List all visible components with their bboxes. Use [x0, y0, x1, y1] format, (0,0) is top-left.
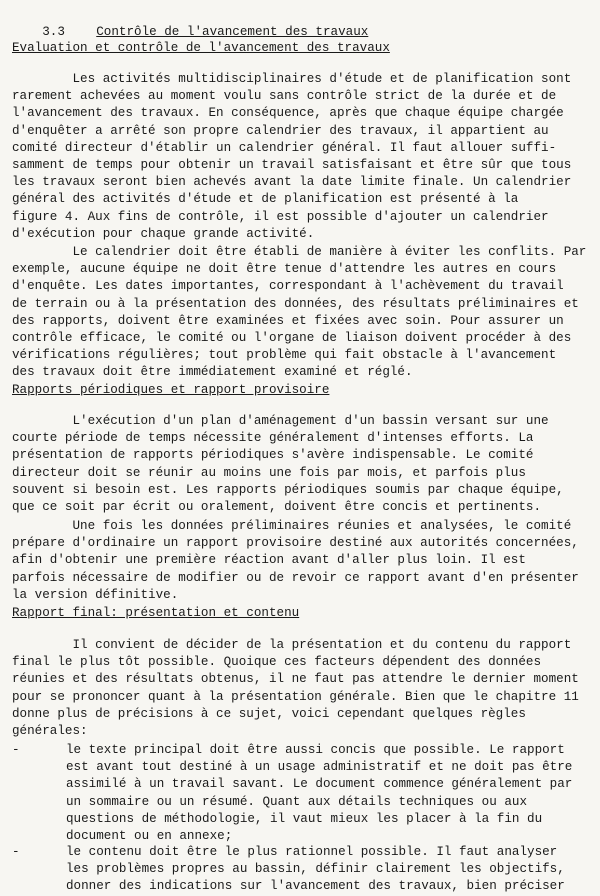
bullet-item: le texte principal doit être aussi concis que possible. Le rapport est avant tout destiné à un usage administratif et ne doit pas être assimilé à un travail savant. Le document commence généralement par un sommaire ou un résumé. Quant aux détails techniques ou aux questions de méthodologie, il vaut mieux les placer à la fin du document ou en annexe; — [66, 743, 573, 844]
bullet-marker: - — [12, 845, 20, 859]
paragraph: Une fois les données préliminaires réunies et analysées, le comité prépare d'ordinaire un rapport provisoire destiné aux autorités concernées, afin d'obtenir une première réaction avant d'aller plus loin. Il est parfois nécessaire de modifier ou de revoir ce rapport avant d'en présenter la version définitive. — [12, 519, 579, 602]
bullet-marker: - — [12, 743, 20, 757]
section-title-text: Contrôle de l'avancement des travaux — [96, 25, 369, 40]
paragraph: Le calendrier doit être établi de manière à éviter les conflits. Par exemple, aucune équipe ne doit être tenue d'attendre les autres en cours d'enquête. Les dates importantes, correspondant à l'achèvement du travail de terrain ou à la présentation des données, des résultats préliminaires et des rapports, doivent être examinées et fixées avec soin. Pour assurer un contrôle efficace, le comité ou l'organe de liaison doivent procéder à des vérifications régulières; tout problème qui fait obstacle à l'avancement des travaux doit être immédiatement examiné et réglé. — [12, 245, 587, 380]
paragraph: Il convient de décider de la présentation et du contenu du rapport final le plus tôt possible. Quoique ces facteurs dépendent des données réunies et des résultats obtenus, il ne faut pas attendre le dernier moment pour se prononcer quant à la présentation générale. Bien que le chapitre 11 donne plus de précisions à ce sujet, voici cependant quelques règles générales: — [12, 638, 579, 739]
subsection-heading-rapport-final: Rapport final: présentation et contenu — [12, 606, 300, 620]
paragraph: Les activités multidisciplinaires d'étude et de planification sont rarement achevées au moment voulu sans contrôle strict de la durée et de l'avancement des travaux. En conséquence, après que chaque équipe chargée d'enquêter a arrêté son propre calendrier des travaux, il appartient au comité directeur d'établir un calendrier général. Il faut allouer suffi- samment de temps pour obtenir un travail satisfaisant et être sûr que tous les travaux seront bien achevés avant la date limite finale. Un calendrier général des activités d'étude et de planification est présenté à la figure 4. Aux fins de contrôle, il est possible d'ajouter un calendrier d'exécution pour chaque grande activité. — [12, 72, 572, 241]
paragraph: L'exécution d'un plan d'aménagement d'un bassin versant sur une courte période de temps nécessite généralement d'intenses efforts. La présentation de rapports périodiques s'avère indispensable. Le comité directeur doit se réunir au moins une fois par mois, et parfois plus souvent si besoin est. Les rapports périodiques soumis par chaque équipe, que ce soit par écrit ou oralement, doivent être concis et pertinents. — [12, 414, 564, 515]
subsection-heading-rapports: Rapports périodiques et rapport provisoire — [12, 383, 330, 397]
section-number: 3.3 — [42, 25, 65, 40]
bullet-item: le contenu doit être le plus rationnel possible. Il faut analyser les problèmes propres au bassin, définir clairement les objectifs, donner des indications sur l'avancement des travaux, bien préciser — [66, 845, 565, 894]
subsection-heading-evaluation: Evaluation et contrôle de l'avancement des travaux — [12, 41, 390, 55]
